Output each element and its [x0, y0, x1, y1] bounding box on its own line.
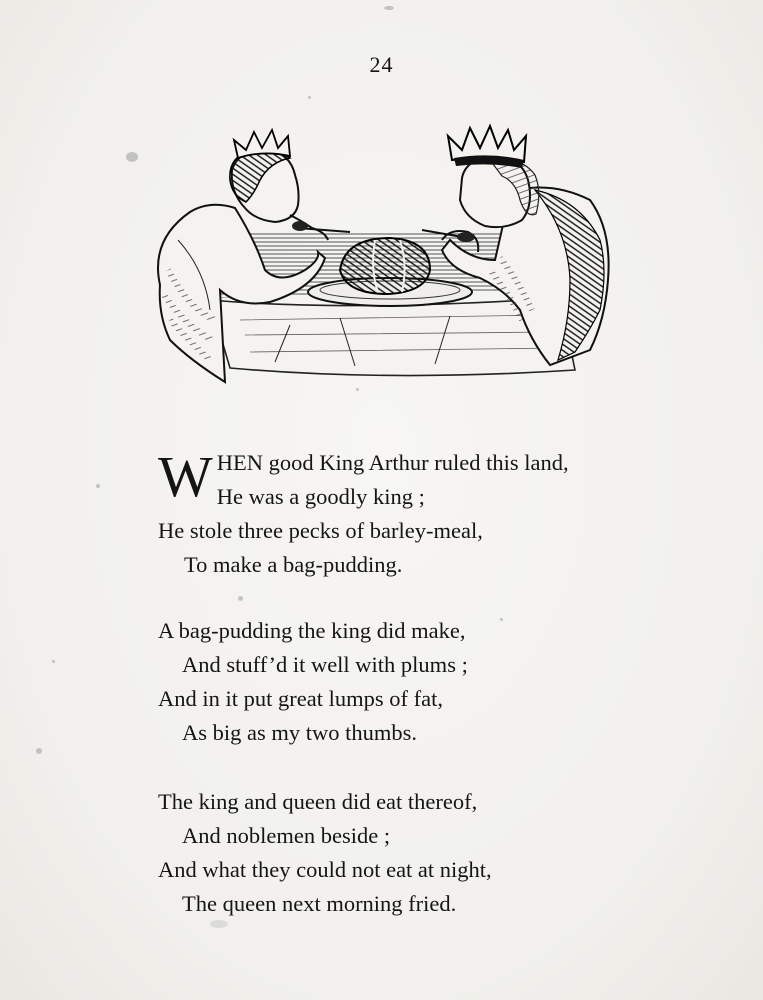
paper-speck: [36, 748, 42, 754]
paper-speck: [238, 596, 243, 601]
page-number: 24: [369, 52, 394, 77]
verse-line: And stuff’d it well with plums ;: [182, 652, 468, 677]
verse-line: To make a bag-pudding.: [184, 552, 403, 577]
verse-line: And in it put great lumps of fat,: [158, 686, 443, 711]
verse-1: [158, 446, 628, 582]
verse-line: And noblemen beside ;: [182, 823, 391, 848]
verse-line: And what they could not eat at night,: [158, 857, 492, 882]
verse-line: He was a goodly king ;: [216, 484, 425, 509]
verse-line: HEN good King Arthur ruled this land,: [216, 450, 569, 475]
verse-3: [158, 785, 628, 921]
paper-speck: [126, 152, 138, 162]
paper-speck: [308, 96, 311, 99]
king-and-queen-eating-pudding-icon: [150, 120, 620, 390]
verse-line: As big as my two thumbs.: [182, 720, 418, 745]
verse-line: The queen next morning fried.: [182, 891, 457, 916]
verse-line: The king and queen did eat thereof,: [158, 789, 478, 814]
drop-cap: W: [158, 444, 213, 509]
paper-speck: [96, 484, 100, 488]
verse-line: He stole three pecks of barley-meal,: [158, 518, 483, 543]
paper-speck: [384, 6, 394, 10]
verse-line: A bag-pudding the king did make,: [158, 618, 466, 643]
verse-2: [158, 614, 628, 750]
paper-speck: [52, 660, 55, 663]
paper-speck: [210, 920, 228, 928]
